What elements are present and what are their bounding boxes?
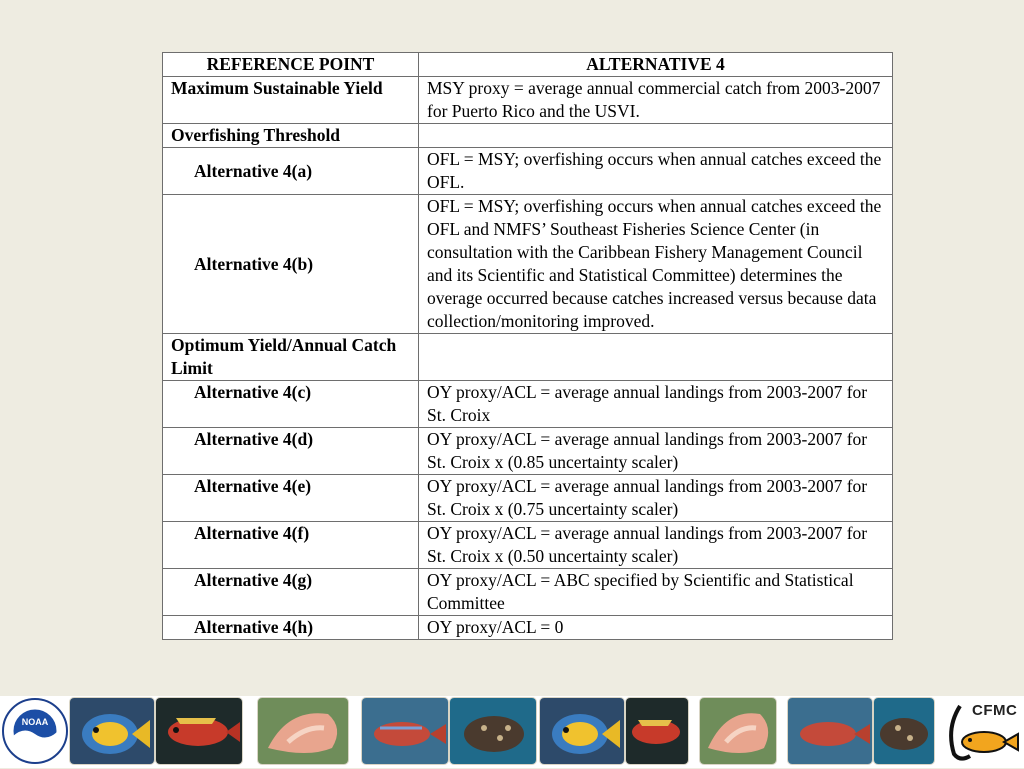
- angelfish-photo: [70, 698, 154, 764]
- grouper-photo-2: [874, 698, 934, 764]
- overfishing-empty-cell: [419, 124, 893, 148]
- alternative-label: Alternative 4(b): [163, 195, 419, 334]
- alternative-label: Alternative 4(f): [163, 522, 419, 569]
- squirrelfish-photo-2: [626, 698, 688, 764]
- table-row: [163, 381, 893, 428]
- footer-image-strip: [0, 696, 1024, 768]
- reference-point-table: [162, 52, 893, 640]
- alternative-value: OY proxy/ACL = average annual landings from 2003-2007 for St. Croix x (0.85 uncertainty scaler): [419, 428, 893, 475]
- table-row: [163, 475, 893, 522]
- alternative-value: OY proxy/ACL = average annual landings from 2003-2007 for St. Croix: [419, 381, 893, 428]
- alternative-label: Alternative 4(h): [163, 616, 419, 640]
- squirrelfish-photo: [156, 698, 242, 764]
- header-alternative: ALTERNATIVE 4: [419, 53, 893, 77]
- alternative-label: Alternative 4(g): [163, 569, 419, 616]
- optimum-empty-cell: [419, 334, 893, 381]
- table-header-row: [163, 53, 893, 77]
- alternative-value: OY proxy/ACL = average annual landings from 2003-2007 for St. Croix x (0.75 uncertainty scaler): [419, 475, 893, 522]
- reef-fish-photo-2: [788, 698, 872, 764]
- header-reference-point: REFERENCE POINT: [163, 53, 419, 77]
- alternative-value: OY proxy/ACL = 0: [419, 616, 893, 640]
- alternative-label: Alternative 4(d): [163, 428, 419, 475]
- table-row: [163, 569, 893, 616]
- alternative-value: OY proxy/ACL = average annual landings from 2003-2007 for St. Croix x (0.50 uncertainty scaler): [419, 522, 893, 569]
- grouper-photo: [450, 698, 536, 764]
- msy-value: MSY proxy = average annual commercial catch from 2003-2007 for Puerto Rico and the USVI.: [419, 77, 893, 124]
- overfishing-label: Overfishing Threshold: [163, 124, 419, 148]
- table-row: [163, 522, 893, 569]
- table-row-optimum-section: [163, 334, 893, 381]
- table-row: [163, 148, 893, 195]
- optimum-label: Optimum Yield/Annual Catch Limit: [163, 334, 419, 381]
- conch-photo-2: [700, 698, 776, 764]
- msy-label: Maximum Sustainable Yield: [163, 77, 419, 124]
- svg-text:NOAA: NOAA: [21, 717, 49, 727]
- conch-photo: [258, 698, 348, 764]
- alternative-value: OFL = MSY; overfishing occurs when annual catches exceed the OFL and NMFS’ Southeast Fisheries Science Center (in consultation with the Caribbean Fishery Management Council and its Scientific and Statistical Committee) determines the overage occurred because catches increased versus because data collection/monitoring improved.: [419, 195, 893, 334]
- alternative-label: Alternative 4(c): [163, 381, 419, 428]
- table-row: [163, 195, 893, 334]
- table-row-msy: [163, 77, 893, 124]
- table-row: [163, 616, 893, 640]
- reef-fish-photo: [362, 698, 448, 764]
- noaa-logo: [2, 698, 68, 764]
- cfmc-logo-text: CFMC: [972, 702, 1018, 719]
- alternative-value: OY proxy/ACL = ABC specified by Scientific and Statistical Committee: [419, 569, 893, 616]
- alternative-label: Alternative 4(e): [163, 475, 419, 522]
- angelfish-photo-2: [540, 698, 624, 764]
- table-row: [163, 428, 893, 475]
- alternative-value: OFL = MSY; overfishing occurs when annual catches exceed the OFL.: [419, 148, 893, 195]
- cfmc-logo: [940, 698, 1022, 764]
- alternative-label: Alternative 4(a): [163, 148, 419, 195]
- table-row-overfishing-section: [163, 124, 893, 148]
